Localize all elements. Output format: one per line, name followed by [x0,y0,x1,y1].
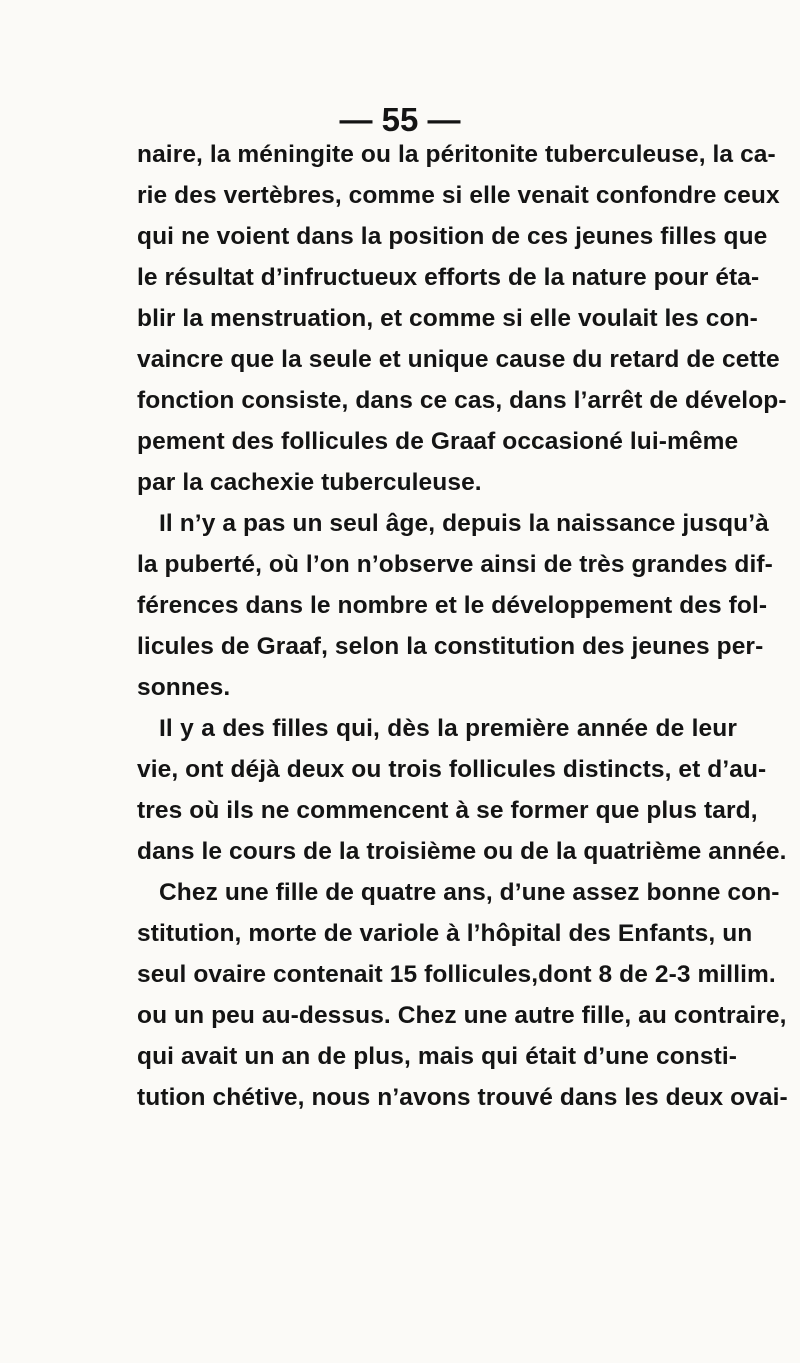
text-line: Chez une fille de quatre ans, d’une assez bonne con- [159,879,780,906]
text-line: fonction consiste, dans ce cas, dans l’arrêt de dévelop- [137,387,787,414]
text-line: tution chétive, nous n’avons trouvé dans les deux ovai- [137,1084,788,1111]
text-line: férences dans le nombre et le développement des fol- [137,592,768,619]
text-line: Il n’y a pas un seul âge, depuis la naissance jusqu’à [159,510,769,537]
text-line: qui ne voient dans la position de ces jeunes filles que [137,223,768,250]
text-line: naire, la méningite ou la péritonite tuberculeuse, la ca- [137,141,776,168]
text-line: rie des vertèbres, comme si elle venait confondre ceux [137,182,780,209]
text-line: seul ovaire contenait 15 follicules,dont 8 de 2-3 millim. [137,961,776,988]
text-line: Il y a des filles qui, dès la première année de leur [159,715,737,742]
text-line: vaincre que la seule et unique cause du retard de cette [137,346,780,373]
text-line: par la cachexie tuberculeuse. [137,469,482,496]
text-line: licules de Graaf, selon la constitution des jeunes per- [137,633,764,660]
text-line: blir la menstruation, et comme si elle voulait les con- [137,305,758,332]
text-line: stitution, morte de variole à l’hôpital des Enfants, un [137,920,753,947]
text-line: pement des follicules de Graaf occasioné lui-même [137,428,739,455]
text-line: ou un peu au-dessus. Chez une autre fille, au contraire, [137,1002,787,1029]
page-number: — 55 — [339,101,461,138]
text-line: qui avait un an de plus, mais qui était d’une consti- [137,1043,737,1070]
text-line: tres où ils ne commencent à se former que plus tard, [137,797,758,824]
text-line: la puberté, où l’on n’observe ainsi de très grandes dif- [137,551,773,578]
text-line: vie, ont déjà deux ou trois follicules distincts, et d’au- [137,756,767,783]
text-line: le résultat d’infructueux efforts de la nature pour éta- [137,264,760,291]
body-text [137,134,788,1118]
text-line: sonnes. [137,674,231,701]
text-line: dans le cours de la troisième ou de la quatrième année. [137,838,787,865]
